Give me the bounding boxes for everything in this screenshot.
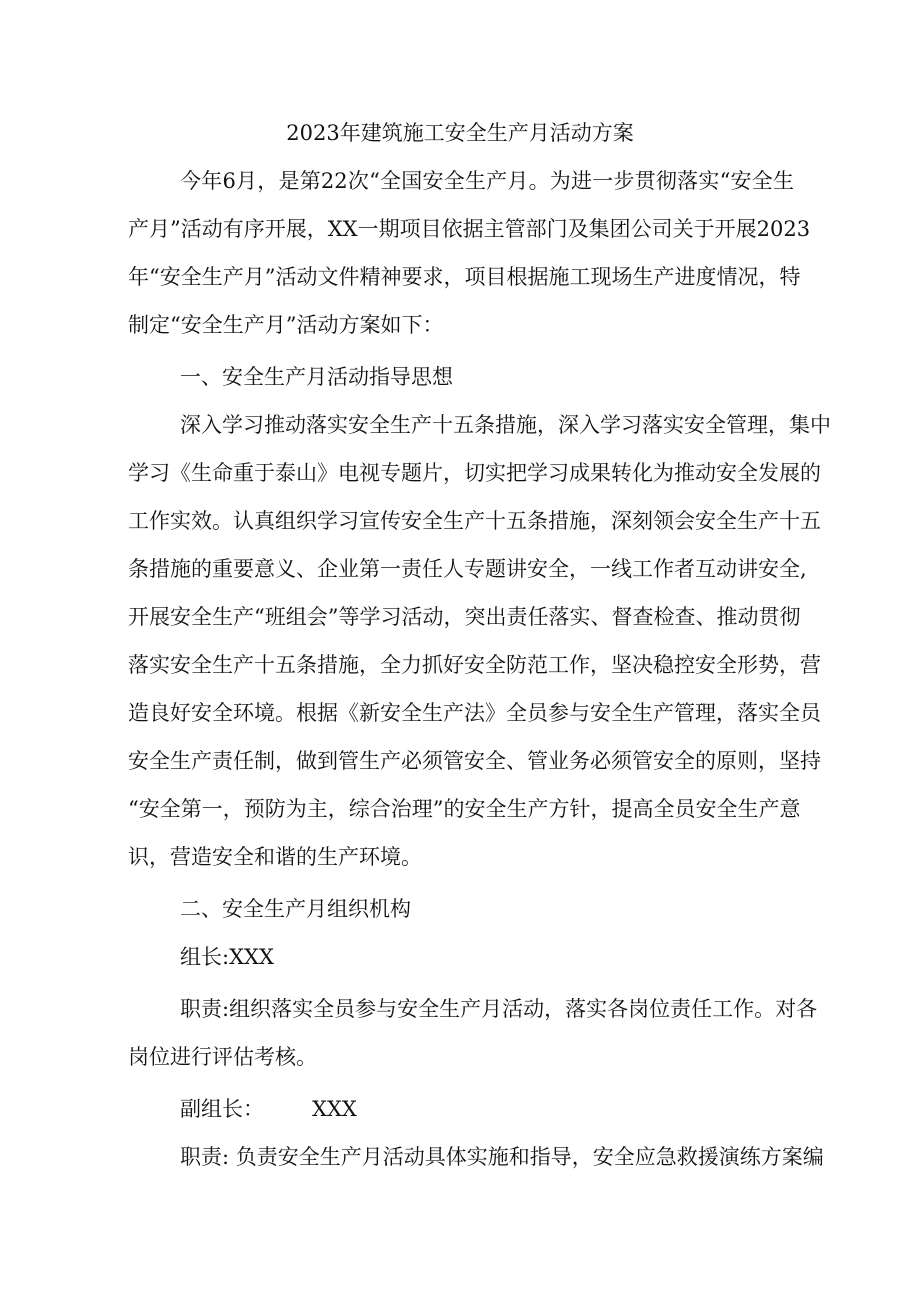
intro-line: 制定“安全生产月”活动方案如下： (128, 313, 444, 337)
section1-line: 识，营造安全和谐的生产环境。 (128, 845, 422, 869)
deputy-name: XXX (312, 1097, 357, 1121)
section1-line: 落实安全生产十五条措施，全力抓好安全防范工作，坚决稳控安全形势，营 (128, 653, 821, 677)
section1-line: 工作实效。认真组织学习宣传安全生产十五条措施，深刻领会安全生产十五 (128, 509, 821, 533)
intro-line: 年“安全生产月”活动文件精神要求，项目根据施工现场生产进度情况，特 (128, 265, 801, 289)
intro-line: 今年6月，是第22次“全国安全生产月。为进一步贯彻落实“安全生 (180, 169, 794, 193)
section1-line: 条措施的重要意义、企业第一责任人专题讲安全，一线工作者互动讲安全, (128, 557, 807, 581)
section1-line: 安全生产责任制，做到管生产必须管安全、管业务必须管安全的原则，坚持 (128, 749, 821, 773)
section1-line: 造良好安全环境。根据《新安全生产法》全员参与安全生产管理，落实全员 (128, 701, 821, 725)
intro-line: 产月”活动有序开展，XX一期项目依据主管部门及集团公司关于开展2023 (128, 217, 811, 241)
document-title: 2023年建筑施工安全生产月活动方案 (286, 121, 634, 145)
section1-line: 开展安全生产“班组会”等学习活动，突出责任落实、督查检查、推动贯彻 (128, 605, 801, 629)
leader-duty-line: 岗位进行评估考核。 (128, 1045, 317, 1069)
section1-line: “安全第一，预防为主，综合治理”的安全生产方针，提高全员安全生产意 (128, 797, 801, 821)
section1-heading: 一、安全生产月活动指导思想 (180, 365, 453, 389)
deputy-label: 副组长： (180, 1097, 264, 1121)
deputy-duty-line: 职责: 负责安全生产月活动具体实施和指导，安全应急救援演练方案编 (180, 1145, 824, 1169)
leader-duty-line: 职责:组织落实全员参与安全生产月活动，落实各岗位责任工作。对各 (180, 997, 818, 1021)
deputy-line (180, 1094, 794, 1124)
section2-heading: 二、安全生产月组织机构 (180, 897, 411, 921)
leader-line: 组长:XXX (180, 945, 274, 969)
section1-line: 学习《生命重于泰山》电视专题片，切实把学习成果转化为推动安全发展的 (128, 461, 821, 485)
section1-line: 深入学习推动落实安全生产十五条措施，深入学习落实安全管理，集中 (180, 413, 831, 437)
